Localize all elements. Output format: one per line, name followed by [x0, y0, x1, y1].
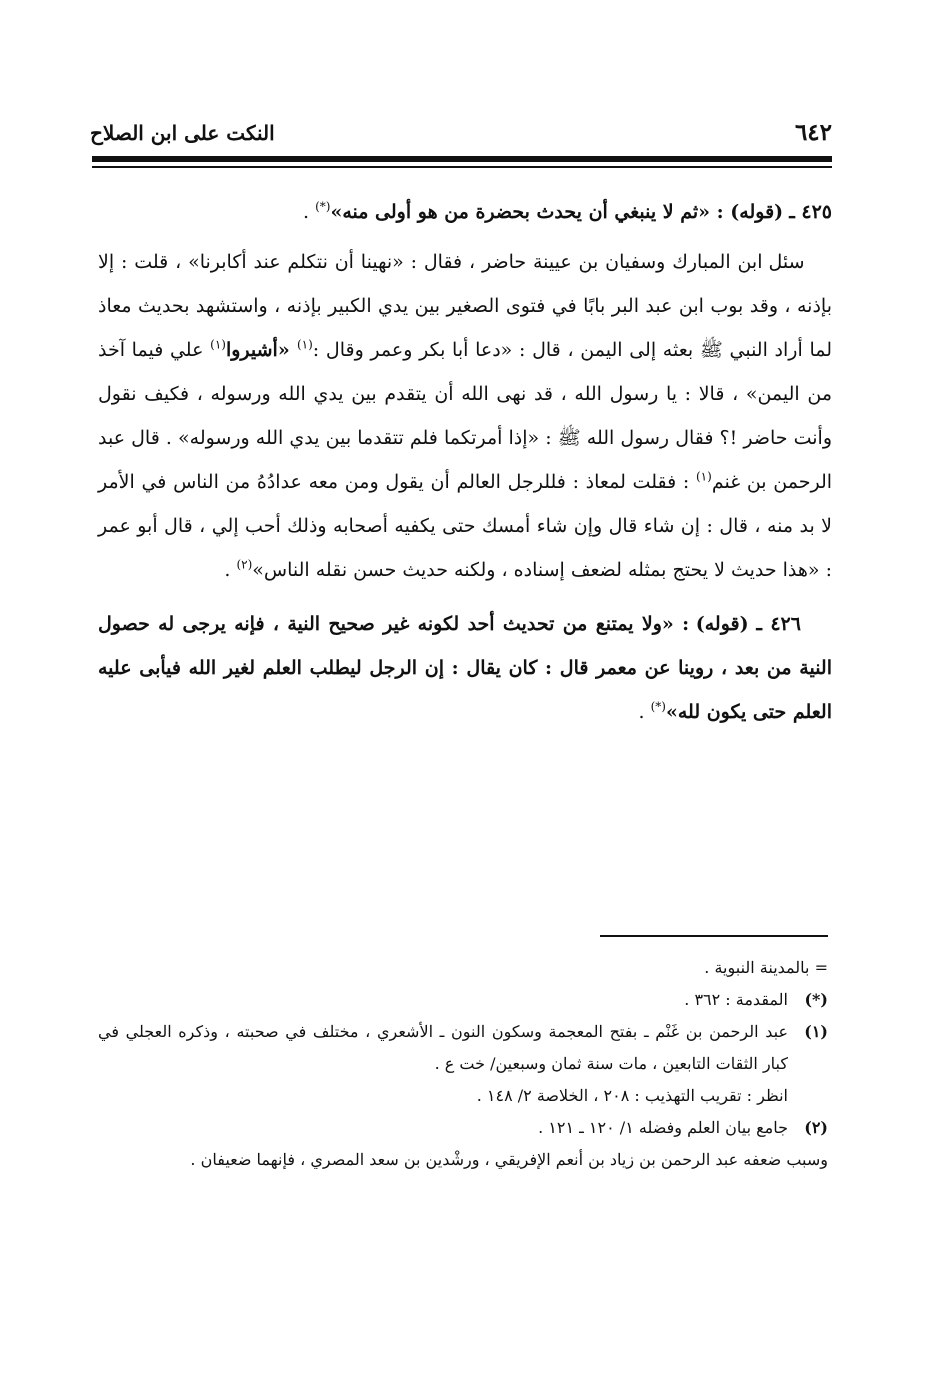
footnote-text: جامع بيان العلم وفضله ١/ ١٢٠ ـ ١٢١ .: [538, 1118, 788, 1137]
footnote-1: [98, 1016, 828, 1080]
footnote-separator: [600, 935, 828, 937]
entry-425-body: [98, 240, 832, 592]
footnote-mark: (١): [804, 1022, 828, 1041]
footnote-text: المقدمة : ٣٦٢ .: [684, 990, 788, 1009]
footnote-mark: (٢): [804, 1118, 828, 1137]
footnote-ref: (١): [695, 469, 712, 484]
entry-heading-end: .: [303, 201, 316, 223]
entry-426-heading: [98, 602, 832, 734]
header-rule-thick: [92, 156, 832, 162]
footnote-ref: (١): [210, 337, 226, 352]
entry-quote: (قوله) : «ولا يمتنع من تحديث أحد لكونه غير صحيح النية ، فإنه يرجى له حصول النية من بعد ، روينا عن معمر قال : كان يقال : إن الرجل ليطلب العلم لغير الله فيأبى عليه العلم حتى يكون لله»: [98, 613, 832, 723]
entry-number: ٤٢٥ ـ: [789, 201, 832, 223]
footnote-2: [98, 1112, 828, 1144]
footnote-ref: (١): [296, 337, 313, 352]
entry-body-quote: «أشيروا: [225, 339, 297, 361]
entry-heading-end: .: [638, 701, 651, 723]
entry-body-part: علي فيما آخذ من اليمن» ، قالا : يا رسول الله ، قد نهى الله أن يتقدم بين يدي الله ورسوله ، فكيف نقول وأنت حاضر !؟ فقال رسول الله ﷺ : «إذا أمرتكما فلم تتقدما بين يدي الله ورسوله» . قال عبد الرحمن بن غنم: [98, 339, 833, 493]
footnote-2-note: وسبب ضعفه عبد الرحمن بن زياد بن أنعم الإفريقي ، ورشْدين بن سعد المصري ، فإنهما ضعيفان .: [190, 1150, 828, 1169]
entry-quote: (قوله) : «ثم لا ينبغي أن يحدث بحضرة من هو أولى منه»: [330, 201, 784, 223]
entry-number: ٤٢٦ ـ: [756, 613, 801, 635]
entry-body-part: سئل ابن المبارك وسفيان بن عيينة حاضر ، فقال : «نهينا أن نتكلم عند أكابرنا» ، قلت : إلا بإذنه ، وقد بوب ابن عبد البر بابًا في فتوى الصغير بين يدي الكبير بإذنه ، واستشهد بحديث معاذ لما أراد النبي ﷺ بعثه إلى اليمن ، قال : «دعا أبا بكر وعمر وقال :: [98, 251, 833, 361]
paragraph-gap: [98, 592, 832, 602]
entry-body-part: : فقلت لمعاذ : فللرجل العالم أن يقول ومن معه عدادُهُ من الناس في الأمر لا بد منه ، قال : إن شاء قال وإن شاء أمسك حتى يكفيه أصحابه وذلك أحب إلي ، قال أبو عمر : «هذا حديث لا يحتج بمثله لضعف إسناده ، ولكنه حديث حسن نقله الناس»: [98, 471, 832, 581]
running-title: النكت على ابن الصلاح: [90, 121, 275, 145]
footnote-ref: (٢): [236, 557, 253, 572]
footnote-star: [98, 984, 828, 1016]
entry-body-end: .: [224, 559, 237, 581]
header-rule-thin: [92, 166, 832, 168]
page-number: ٦٤٢: [794, 119, 832, 146]
footnote-text: عبد الرحمن بن غَنْم ـ بفتح المعجمة وسكون النون ـ الأشعري ، مختلف في صحبته ، وذكره العجلي في كبار الثقات التابعين ، مات سنة ثمان وسبعين/ خت ع .: [98, 1022, 788, 1073]
footnote-ref: (*): [650, 699, 666, 714]
footnote-mark: (*): [804, 990, 828, 1009]
entry-425-heading: [98, 190, 832, 234]
page-header: [90, 118, 832, 148]
footnotes: [98, 952, 828, 1176]
footnote-continuation: = بالمدينة النبوية .: [704, 958, 828, 977]
footnote-ref: (*): [315, 199, 331, 214]
footnote-1-reference: انظر : تقريب التهذيب : ٢٠٨ ، الخلاصة ٢/ ١٤٨ .: [476, 1086, 788, 1105]
main-text: [98, 190, 832, 734]
